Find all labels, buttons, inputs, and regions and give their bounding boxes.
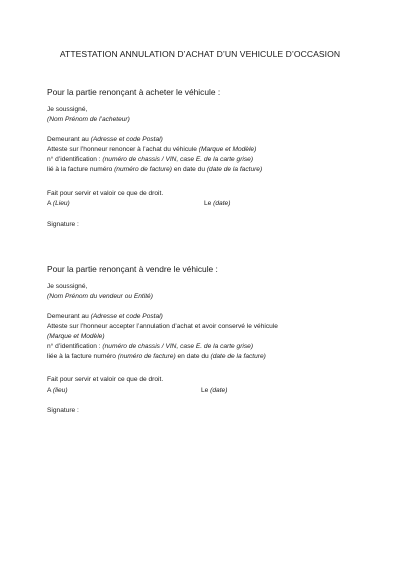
seller-demeurant-line: Demeurant au (Adresse et code Postal) xyxy=(47,313,163,320)
buyer-fait-line: Fait pour servir et valoir ce que de droit. xyxy=(47,190,164,197)
seller-identification-line: n° d’identification : (numéro de chassis / VIN, case E. de la carte grise) xyxy=(47,343,254,350)
buyer-soussigne: Je soussigné, xyxy=(47,106,88,113)
seller-vehicle-placeholder: (Marque et Modèle) xyxy=(47,333,105,340)
seller-signature-label: Signature : xyxy=(47,407,79,414)
seller-atteste-line: Atteste sur l’honneur accepter l’annulation d’achat et avoir conservé le véhicule xyxy=(47,323,278,330)
seller-fait-line: Fait pour servir et valoir ce que de droit. xyxy=(47,376,164,383)
buyer-section-heading: Pour la partie renonçant à acheter le véhicule : xyxy=(47,87,221,97)
buyer-identification-line: n° d’identification : (numéro de chassis / VIN, case E. de la carte grise) xyxy=(47,156,254,163)
seller-date-line: Le (date) xyxy=(201,387,228,394)
seller-lieu-line: A (lieu) xyxy=(47,387,68,394)
document-title: ATTESTATION ANNULATION D’ACHAT D’UN VEHICULE D’OCCASION xyxy=(59,49,341,59)
buyer-facture-line: lié à la facture numéro (numéro de facture) en date du (date de la facture) xyxy=(47,166,263,173)
seller-name-placeholder: (Nom Prénom du vendeur ou Entité) xyxy=(47,293,153,300)
seller-facture-line: liée à la facture numéro (numéro de facture) en date du (date de la facture) xyxy=(47,353,266,360)
buyer-date-line: Le (date) xyxy=(204,200,231,207)
buyer-demeurant-line: Demeurant au (Adresse et code Postal) xyxy=(47,136,163,143)
seller-section-heading: Pour la partie renonçant à vendre le véhicule : xyxy=(47,264,218,274)
buyer-lieu-line: A (Lieu) xyxy=(47,200,70,207)
buyer-atteste-line: Atteste sur l’honneur renoncer à l’achat du véhicule (Marque et Modèle) xyxy=(47,146,257,153)
buyer-signature-label: Signature : xyxy=(47,221,79,228)
buyer-name-placeholder: (Nom Prénom de l’acheteur) xyxy=(47,116,130,123)
seller-soussigne: Je soussigné, xyxy=(47,283,88,290)
